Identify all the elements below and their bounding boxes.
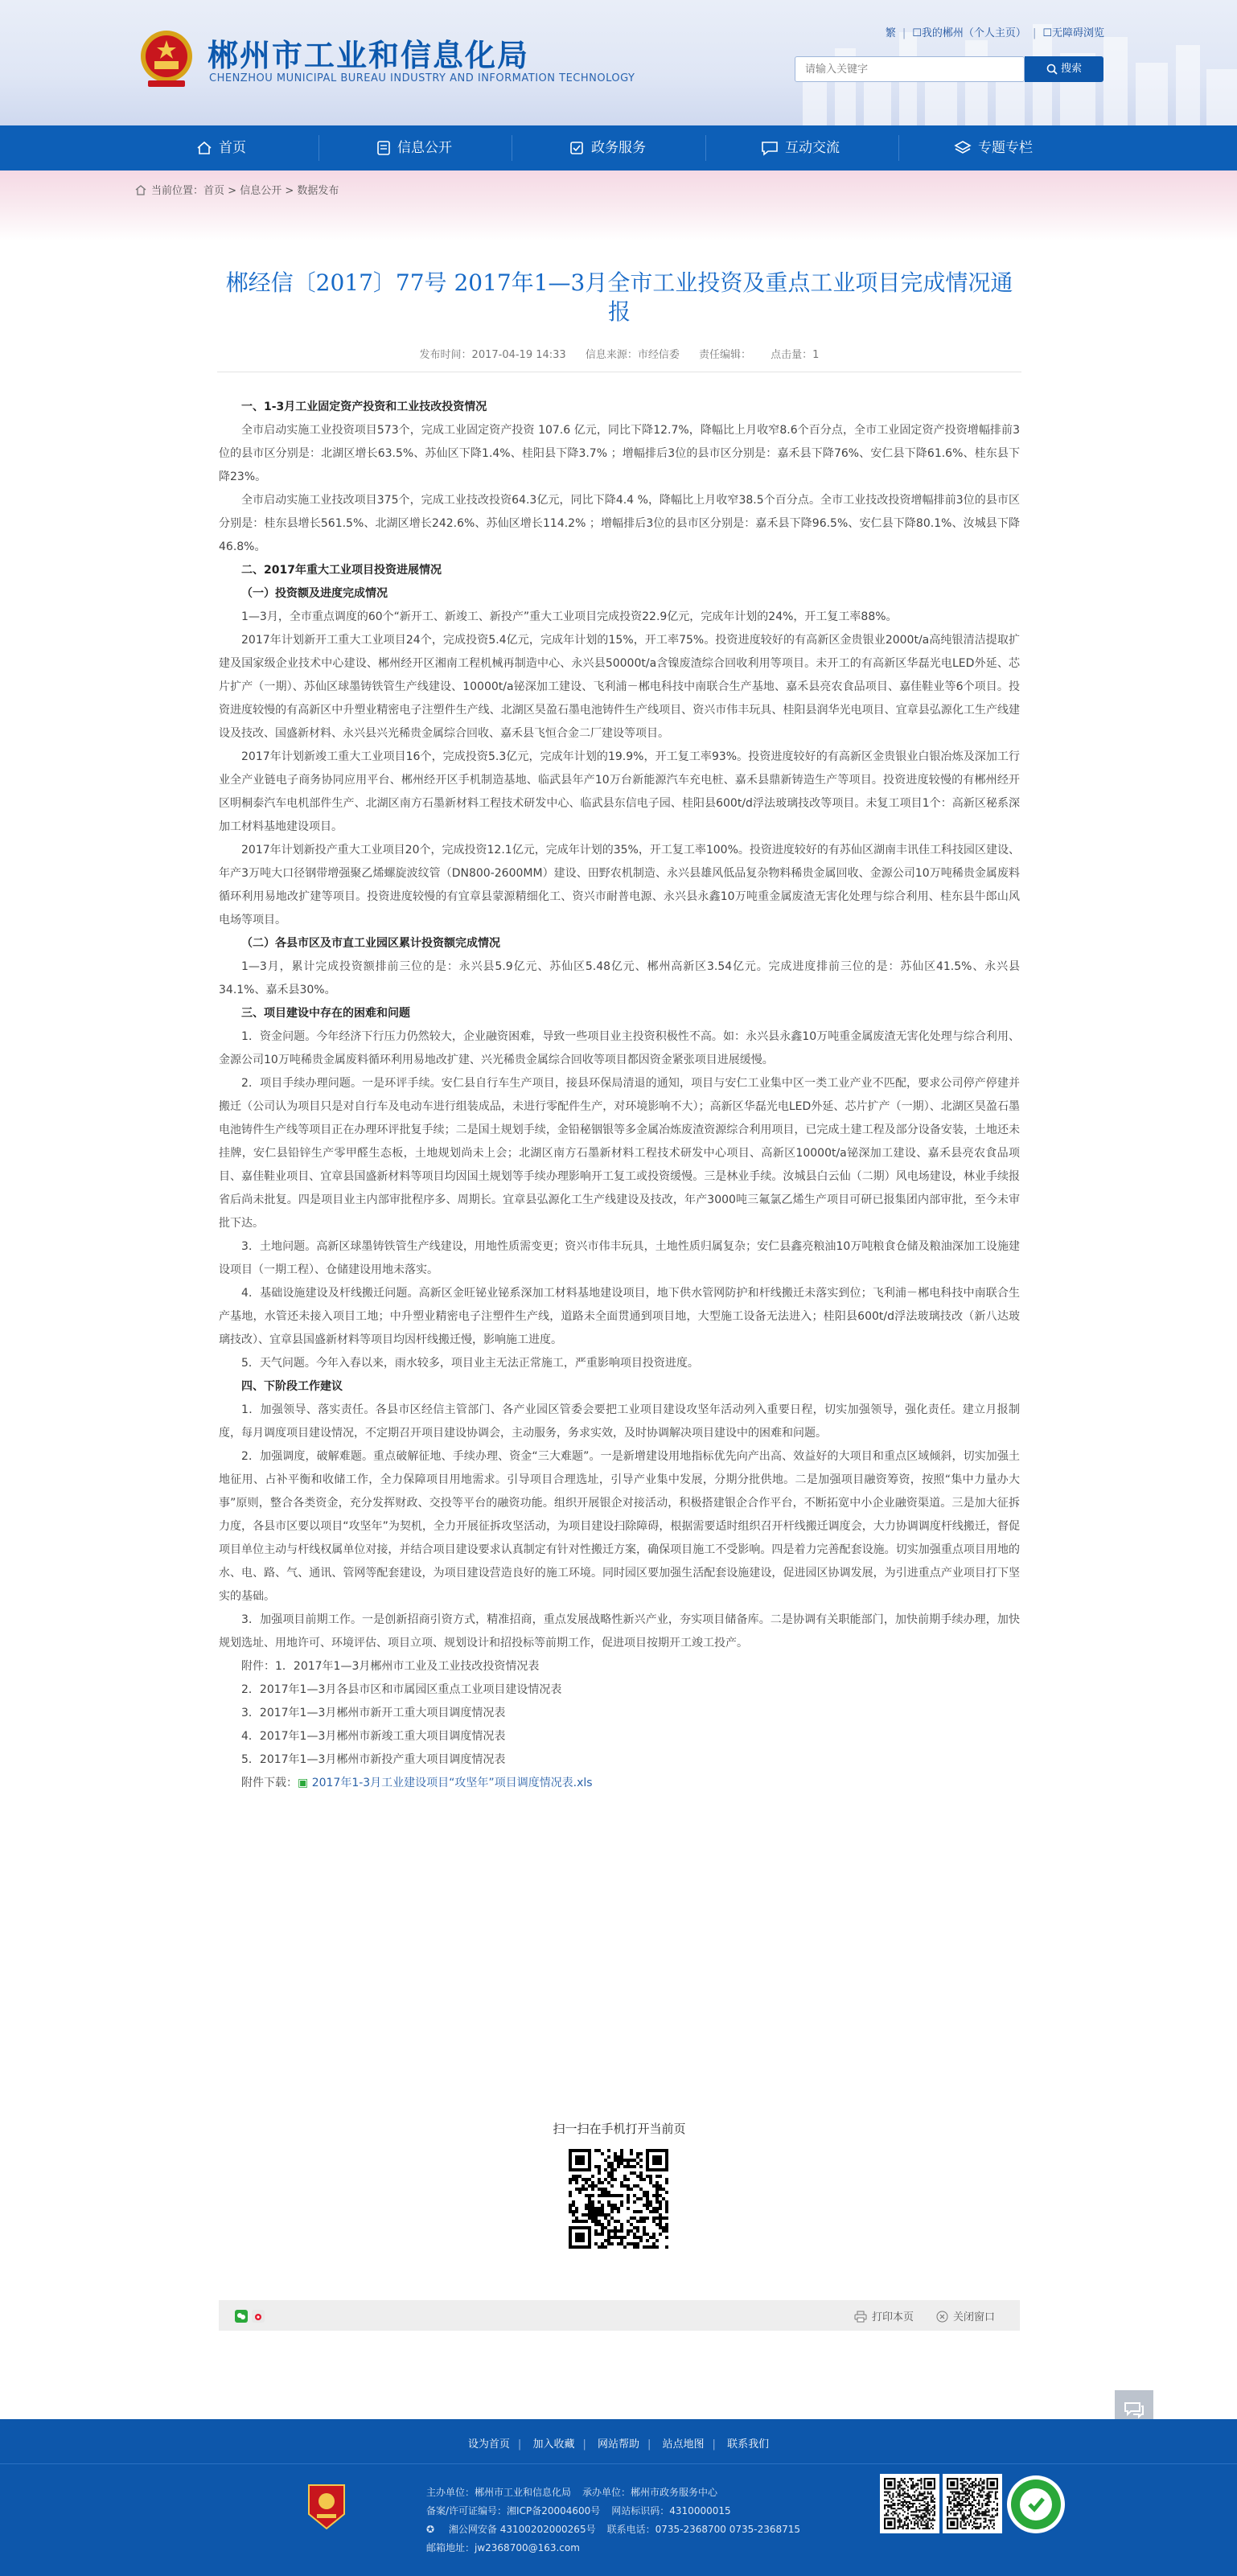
download-label: 附件下载： [241,1777,298,1789]
search-icon [1046,64,1058,75]
national-emblem-icon [138,27,195,90]
nav-info-disclosure[interactable] [334,125,495,171]
article-paragraph: 5．2017年1—3月郴州市新投产重大项目调度情况表 [241,1753,506,1766]
footer-site-code: 网站标识码：4310000015 [611,2505,731,2516]
article-paragraph: 1．加强领导、落实责任。各县市区经信主管部门、各产业园区管委会要把工业项目建设攻坚年活动列入重要日程，切实加强领导，强化责任。建立月报制度，每月调度项目建设情况，不定期召开项目建设协调会，主动服务，务求实效，及时协调解决项目建设中的困难和问题。 [219,1403,1020,1440]
article-paragraph: 3．加强项目前期工作。一是创新招商引资方式，精准招商，重点发展战略性新兴产业，夯实项目储备库。二是协调有关职能部门，加快前期手续办理，加快规划选址、用地许可、环境评估、项目立项、规划设计和招投标等前期工作，促进项目按期开工竣工投产。 [219,1613,1020,1650]
view-count: 点击量：1 [771,349,820,361]
footer-help[interactable]: 网站帮助 [597,2438,639,2451]
document-icon [376,140,391,156]
nav-interaction-label: 互动交流 [785,140,840,156]
search-button-label: 搜索 [1060,63,1082,75]
publish-date: 发布时间：2017-04-19 14:33 [419,349,566,361]
home-small-icon [135,185,146,195]
footer-undertaker: 承办单位：郴州市政务服务中心 [582,2487,718,2498]
gov-error-report-badge-icon[interactable] [1005,2474,1066,2535]
traditional-chinese-link[interactable]: 繁 [885,27,896,39]
article-paragraph: 全市启动实施工业技改项目375个，完成工业技改投资64.3亿元，同比下降4.4 %，降幅比上月收窄38.5个百分点。全市工业技改投资增幅排前3位的县市区分别是：桂东县增长561.5%、北湖区增长242.6%、苏仙区增长114.2% ；增幅排后3位的县市区分别是：嘉禾县下降96.5%、安仁县下降80.1%、汝城县下降46.8%。 [219,494,1020,553]
site-header [0,0,1237,125]
section-heading: 二、2017年重大工业项目投资进展情况 [241,564,442,577]
article-paragraph: 3．土地问题。高新区球墨铸铁管生产线建设，用地性质需变更；资兴市伟丰玩具，土地性质归属复杂；安仁县鑫亮粮油10万吨粮食仓储及粮油深加工设施建设项目（一期工程）、仓储建设用地未落实。 [219,1240,1020,1276]
info-source: 信息来源：市经信委 [585,349,680,361]
article-paragraph: 2．2017年1—3月各县市区和市属园区重点工业项目建设情况表 [241,1683,562,1696]
main-nav [0,125,1237,171]
footer-divider [0,2463,1237,2464]
article-paragraph: 2．项目手续办理问题。一是环评手续。安仁县自行车生产项目，接县环保局清退的通知，项目与安仁工业集中区一类工业产业不匹配，要求公司停产停建并搬迁（公司认为项目只是对自行车及电动车进行组装成品，未进行零配件生产，对环境影响不大）；高新区华磊光电LED外延、芯片扩产（一期）、北湖区昊盈石墨电池铸件生产线等项目正在办理环评批复手续；二是国土规划手续，金铅秘铟银等多金属冶炼废渣资源综合利用项目，已完成土建工程及部分设备安装，土地还未挂牌，安仁县铅锌生产零甲醛生态板，土地规划尚未上会；北湖区南方石墨新材料工程技术研发中心项目、高新区10000t/a铋深加工建设、嘉禾县亮农食品项目、嘉佳鞋业项目、宜章县国盛新材料等项目均因国土规划等手续办理影响开工复工或投资缓慢。三是林业手续。汝城县白云仙（二期）风电场建设，林业手续报省后尚未批复。四是项目业主内部审批程序多、周期长。宜章县弘源化工生产线建设及技改，年产3000吨三氟氯乙烯生产项目可研已报集团内部审批，至今未审批下达。 [219,1077,1020,1230]
article-paragraph: 1．资金问题。今年经济下行压力仍然较大，企业融资困难，导致一些项目业主投资积极性不高。如：永兴县永鑫10万吨重金属废渣无害化处理与综合利用、金源公司10万吨稀贵金属废料循环利用易地改扩建、兴光稀贵金属综合回收等项目都因资金紧张项目进展缓慢。 [219,1030,1020,1066]
section-heading: 四、下阶段工作建议 [241,1380,343,1393]
article-body [219,396,1020,1795]
close-window-button[interactable] [936,2308,995,2323]
footer-sponsor: 主办单位：郴州市工业和信息化局 [426,2487,572,2498]
footer-add-favorite[interactable]: 加入收藏 [532,2438,575,2451]
footer-qr-app-icon [943,2474,1002,2533]
party-emblem-icon[interactable] [306,2482,347,2532]
weibo-share-icon[interactable] [252,2310,265,2323]
article-paragraph: 5．天气问题。今年入春以来，雨水较多，项目业主无法正常施工，严重影响项目投资进度。 [241,1357,699,1370]
article-meta [217,346,1021,361]
user-icon: ☐ [912,27,922,39]
footer-set-homepage[interactable]: 设为首页 [467,2438,510,2451]
nav-home[interactable] [141,125,302,171]
nav-info-label: 信息公开 [397,140,452,156]
nav-service-label: 政务服务 [591,140,646,156]
police-badge-icon: ✪ [426,2524,438,2535]
article-paragraph: 2017年计划新竣工重大工业项目16个，完成投资5.3亿元，完成年计划的19.9%，开工复工率93%。投资进度较好的有高新区金贵银业白银冶炼及深加工行业全产业链电子商务协同应用平台、郴州经开区手机制造基地、临武县年产10万台新能源汽车充电桩、嘉禾县鼎新铸造生产等项目。投资进度较慢的有郴州经开区明桐泰汽车电机部件生产、北湖区南方石墨新材料工程技术研发中心、临武县东信电子园、桂阳县600t/d浮法玻璃技改等项目。未复工项目1个：高新区秘系深加工材料基地建设项目。 [219,750,1020,833]
section-heading: 一、1-3月工业固定资产投资和工业技改投资情况 [241,401,487,413]
service-icon [569,140,585,156]
section-heading: （一）投资额及进度完成情况 [241,587,388,600]
chat-bubble-icon [1124,2401,1145,2418]
wechat-share-icon[interactable] [235,2310,248,2323]
article-paragraph: 1—3月，累计完成投资额排前三位的是：永兴县5.9亿元、苏仙区5.48亿元、郴州高新区3.54亿元。完成进度排前三位的是：苏仙区41.5%、永兴县34.1%、嘉禾县30%。 [219,960,1020,996]
breadcrumb-data-release[interactable]: 数据发布 [297,185,339,197]
footer-sitemap[interactable]: 站点地图 [662,2438,705,2451]
attachment-link[interactable]: 2017年1-3月工业建设项目“攻坚年”项目调度情况表.xls [311,1777,593,1789]
search-input[interactable] [795,57,1025,81]
nav-special-topics[interactable] [913,125,1074,171]
layers-icon [954,140,972,156]
breadcrumb [135,182,339,197]
my-chenzhou-link[interactable]: 我的郴州（个人主页） [921,27,1026,39]
footer-info [426,2484,812,2558]
article-paragraph: 1—3月，全市重点调度的60个“新开工、新竣工、新投产”重大工业项目完成投资22.9亿元，完成年计划的24%，开工复工率88%。 [241,610,898,623]
home-icon [196,141,212,155]
breadcrumb-sep: > [285,185,294,197]
search-button[interactable] [1025,56,1103,82]
printer-icon [854,2311,867,2323]
site-footer [0,2419,1237,2576]
footer-email: 邮箱地址：jw2368700@163.com [426,2542,580,2553]
print-label: 打印本页 [872,2311,914,2323]
section-heading: （二）各县市区及市直工业园区累计投资额完成情况 [241,937,500,950]
article-paragraph: 4．基础设施建设及杆线搬迁问题。高新区金旺铋业铋系深加工材料基地建设项目，地下供水管网防护和杆线搬迁未落实到位；飞利浦－郴电科技中南联合生产基地，水管还未接入项目工地；中升塑业精密电子注塑件生产线，道路未全面贯通到项目地，大型施工设备无法进入；桂阳县600t/d浮法玻璃技改（新八达玻璃技改）、宜章县国盛新材料等项目均因杆线搬迁慢，影响施工进度。 [219,1287,1020,1346]
breadcrumb-sep: > [228,185,237,197]
qr-code-icon [565,2146,672,2252]
article-paragraph: 2017年计划新开工重大工业项目24个，完成投资5.4亿元，完成年计划的15%，开工率75%。投资进度较好的有高新区金贵银业2000t/a高纯银清洁提取扩建及国家级企业技术中心建设、郴州经开区湘南工程机械再制造中心、永兴县50000t/a含镍废渣综合回收利用等项目。未开工的有高新区华磊光电LED外延、芯片扩产（一期）、苏仙区球墨铸铁管生产线建设、10000t/a铋深加工建设、飞利浦－郴电科技中南联合生产基地、嘉禾县亮农食品项目、嘉佳鞋业等6个项目。投资进度较慢的有高新区中升塑业精密电子注塑件生产线、北湖区昊盈石墨电池铸件生产线项目、资兴市伟丰玩具、桂阳县润华光电项目、宜章县弘源化工生产线建设及技改、国盛新材料、永兴县兴光稀贵金属综合回收、嘉禾县飞恒合金二厂建设等项目。 [219,634,1020,740]
chat-icon [761,140,779,156]
footer-icp[interactable]: 备案/许可证编号：湘ICP备20004600号 [426,2505,601,2516]
article-paragraph: 3．2017年1—3月郴州市新开工重大项目调度情况表 [241,1707,506,1719]
article-paragraph: 2．加强调度，破解难题。重点破解征地、手续办理、资金“三大难题”。一是新增建设用地指标优先向产出高、效益好的大项目和重点区域倾斜，切实加强土地征用、占补平衡和收储工作，全力保障项目用地需求。引导项目合理选址，引导产业集中发展，分期分批供地。二是加强项目融资筹资，按照“集中力量办大事”原则，整合各类资金，充分发挥财政、交投等平台的融资功能。组织开展银企对接活动，积极搭建银企合作平台，不断拓宽中小企业融资渠道。三是加大征拆力度，各县市区要以项目“攻坚年”为契机，全力开展征拆攻坚活动，为项目建设扫除障碍，根据需要适时组织召开杆线搬迁调度会，大力协调调度杆线搬迁，督促项目单位主动与杆线权属单位对接，并结合项目建设要求认真制定有针对性搬迁方案，确保项目施工不受影响。四是着力完善配套设施。切实加强重点项目用地的水、电、路、气、通讯、管网等配套建设，为项目建设营造良好的施工环境。同时园区要加强生活配套设施建设，促进园区协调发展，为引进重点产业项目打下坚实的基础。 [219,1450,1020,1603]
article-title: 郴经信〔2017〕77号 2017年1—3月全市工业投资及重点工业项目完成情况通报 [225,269,1013,325]
search-box [795,56,1025,82]
footer-links: 设为首页 | 加入收藏 | 网站帮助 | 站点地图 | 联系我们 [467,2438,770,2451]
editor: 责任编辑： [699,349,752,361]
footer-police[interactable]: 湘公网安备 43100202000265号 [448,2524,596,2535]
article-paragraph: 全市启动实施工业投资项目573个，完成工业固定资产投资 107.6 亿元，同比下降12.7%，降幅比上月收窄8.6个百分点，全市工业固定资产投资增幅排前3位的县市区分别是：北湖区增长63.5%、苏仙区下降1.4%、桂阳县下降3.7% ；增幅排后3位的县市区分别是：嘉禾县下降76%、安仁县下降61.6%、桂东县下降23%。 [219,424,1020,483]
nav-gov-service[interactable] [527,125,688,171]
breadcrumb-prefix: 当前位置： [151,185,204,197]
close-label: 关闭窗口 [953,2311,996,2323]
qr-title: 扫一扫在手机打开当前页 [553,2122,686,2136]
footer-contact[interactable]: 联系我们 [727,2438,770,2451]
article-paragraph: 附件：1．2017年1—3月郴州市工业及工业技改投资情况表 [241,1660,540,1673]
nav-interaction[interactable] [720,125,881,171]
article-paragraph: 2017年计划新投产重大工业项目20个，完成投资12.1亿元，完成年计划的35%，开工复工率100%。投资进度较好的有苏仙区湖南丰讯佳工科技园区建设、年产3万吨大口径钢带增强聚乙烯螺旋波纹管（DN800-2600MM）建设、田野农机制造、永兴县雄风低品复杂物料稀贵金属回收、金源公司10万吨稀贵金属废料循环利用易地改扩建等项目。投资进度较慢的有宜章县蒙源精细化工、资兴市耐普电源、永兴县永鑫10万吨重金属废渣无害化处理与综合利用、桂东县牛郎山风电场等项目。 [219,844,1020,926]
top-links: 繁 | ☐我的郴州（个人主页） | ☐无障碍浏览 [886,24,1104,39]
footer-phone: 联系电话：0735-2368700 0735-2368715 [606,2524,801,2535]
share-icons [235,2310,265,2326]
nav-home-label: 首页 [219,140,246,156]
excel-file-icon: ▣ [298,1777,312,1789]
attachment-download [219,1772,1020,1795]
close-icon [936,2311,948,2323]
breadcrumb-info[interactable]: 信息公开 [240,185,282,197]
accessibility-icon: ☐ [1042,27,1052,39]
site-title[interactable]: 郴州市工业和信息化局 [208,37,530,73]
section-heading: 三、项目建设中存在的困难和问题 [241,1007,410,1020]
breadcrumb-home[interactable]: 首页 [203,185,225,197]
footer-qr-wechat-icon [880,2474,939,2533]
site-subtitle: CHENZHOU MUNICIPAL BUREAU INDUSTRY AND INFORMATION TECHNOLOGY [209,72,635,84]
print-button[interactable] [854,2308,914,2323]
article-paragraph: 4．2017年1—3月郴州市新竣工重大项目调度情况表 [241,1730,506,1743]
accessibility-link[interactable]: 无障碍浏览 [1051,27,1104,39]
nav-topics-label: 专题专栏 [978,140,1033,156]
